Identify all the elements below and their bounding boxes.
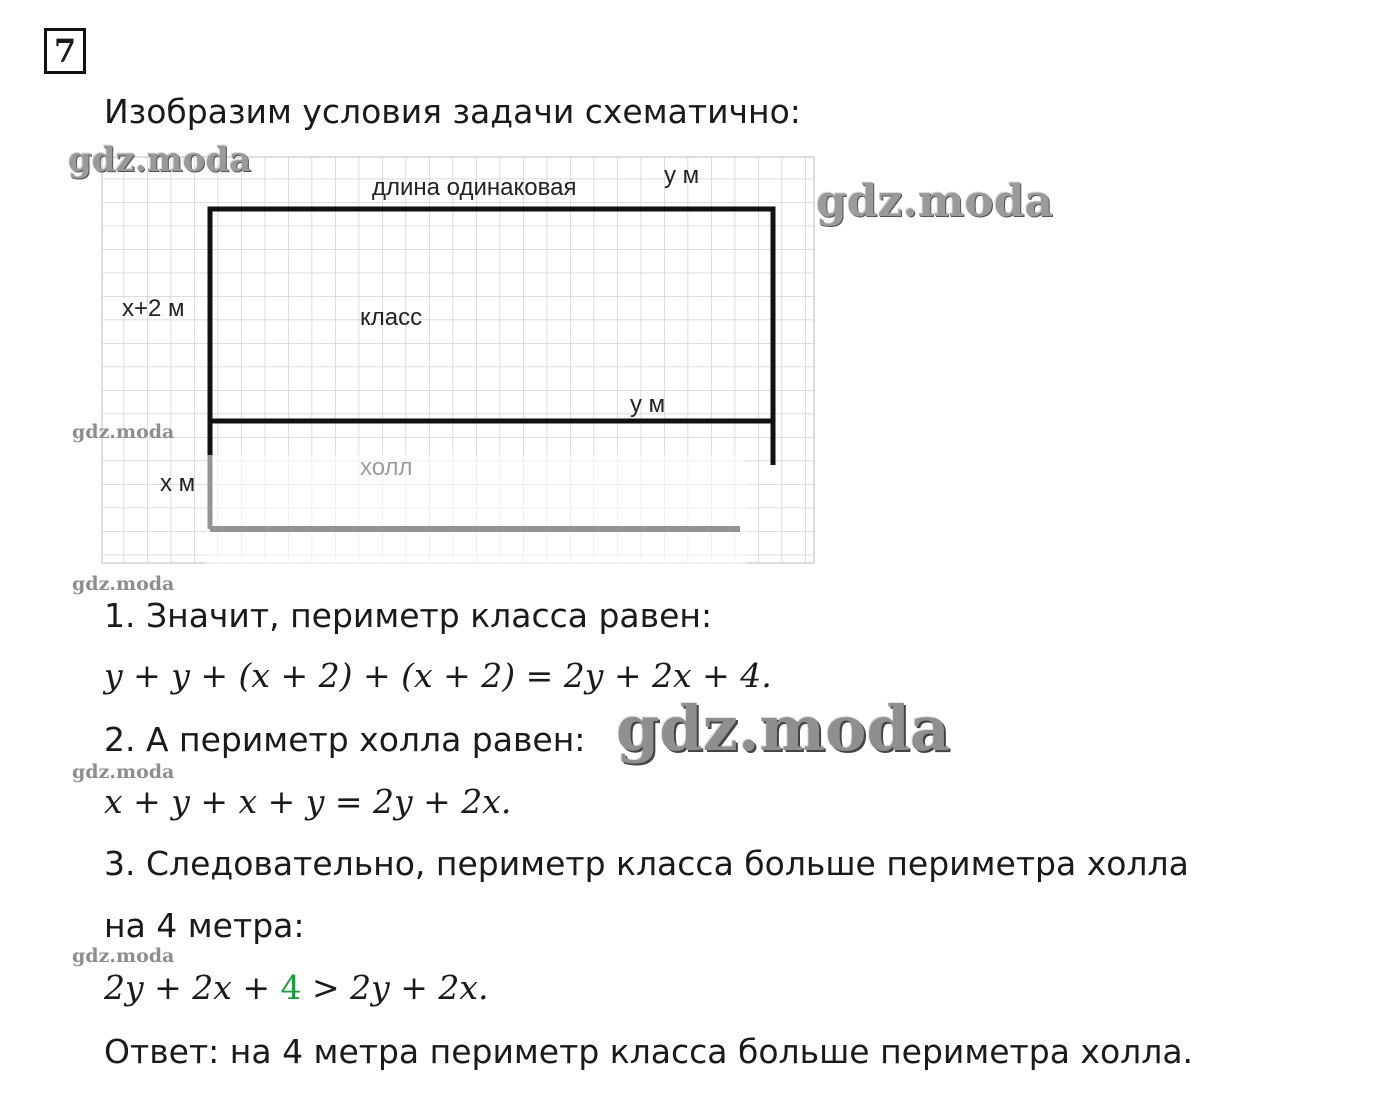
watermark-small-2: gdz.moda xyxy=(72,573,175,595)
step2-math: x + y + x + y = 2y + 2x. xyxy=(104,782,512,821)
diagram-svg xyxy=(100,155,820,585)
watermark-top-right: gdz.moda xyxy=(816,176,1054,227)
label-y-middle: у м xyxy=(630,391,666,418)
watermark-small-4: gdz.moda xyxy=(72,945,175,967)
step2-text: 2. А периметр холла равен: xyxy=(104,720,586,759)
watermark-small-3: gdz.moda xyxy=(72,761,175,783)
step3-math-highlight: 4 xyxy=(280,968,302,1007)
step1-math: y + y + (x + 2) + (x + 2) = 2y + 2x + 4. xyxy=(104,656,772,695)
label-length-same: длина одинаковая xyxy=(372,174,577,201)
step3-math-left: 2y + 2x + xyxy=(104,968,281,1007)
label-x-plus-2: х+2 м xyxy=(122,295,185,322)
schematic-diagram xyxy=(100,155,820,589)
step3-math-right: > 2y + 2x. xyxy=(301,968,489,1007)
watermark-large: gdz.moda xyxy=(616,692,950,765)
label-y-top: у м xyxy=(664,162,700,189)
step1-text: 1. Значит, периметр класса равен: xyxy=(104,596,713,635)
answer-text: Ответ: на 4 метра периметр класса больше периметра холла. xyxy=(104,1032,1194,1071)
label-x: х м xyxy=(160,470,196,497)
watermark-top-left: gdz.moda xyxy=(68,140,252,180)
step3-text-line2: на 4 метра: xyxy=(104,906,305,945)
faded-overlay xyxy=(206,455,746,583)
step3-text-line1: 3. Следовательно, периметр класса больше периметра холла xyxy=(104,844,1189,883)
label-class: класс xyxy=(360,304,423,331)
watermark-small-1: gdz.moda xyxy=(72,421,175,443)
step3-math xyxy=(104,968,489,1007)
intro-text: Изобразим условия задачи схематично: xyxy=(104,92,801,131)
task-number-box: 7 xyxy=(44,28,86,74)
